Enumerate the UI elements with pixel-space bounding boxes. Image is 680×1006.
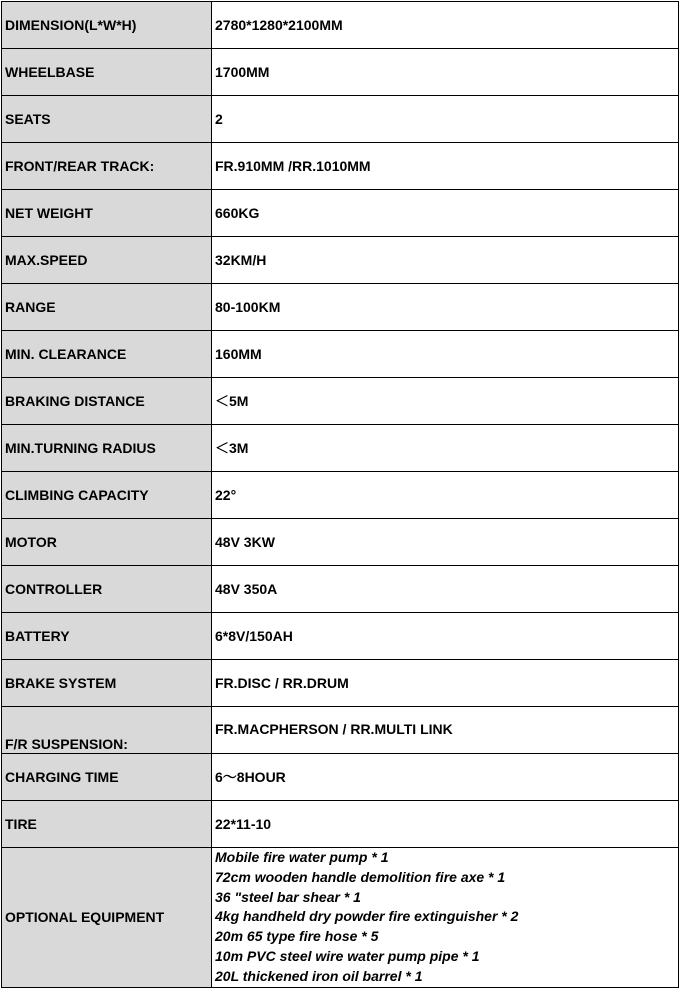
spec-value: 48V 350A [212, 566, 679, 613]
spec-row-clearance [2, 331, 679, 378]
optional-equipment-list [215, 848, 678, 987]
spec-value: 32KM/H [212, 237, 679, 284]
spec-value: FR.910MM /RR.1010MM [212, 143, 679, 190]
spec-value: 2780*1280*2100MM [212, 2, 679, 49]
spec-row-charging-time [2, 754, 679, 801]
optional-equipment-list-cell [212, 848, 679, 988]
list-item: 72cm wooden handle demolition fire axe * 1 [215, 868, 506, 885]
spec-row-max-speed [2, 237, 679, 284]
spec-label: F/R SUSPENSION: [2, 707, 212, 754]
spec-row-dimension [2, 2, 679, 49]
spec-value: 48V 3KW [212, 519, 679, 566]
spec-value: FR.MACPHERSON / RR.MULTI LINK [212, 707, 679, 754]
list-item: 4kg handheld dry powder fire extinguisher * 2 [215, 908, 519, 925]
spec-value: 22*11-10 [212, 801, 679, 848]
spec-value: 22° [212, 472, 679, 519]
spec-label: CONTROLLER [2, 566, 212, 613]
spec-value: 1700MM [212, 49, 679, 96]
spec-row-range [2, 284, 679, 331]
spec-label: TIRE [2, 801, 212, 848]
spec-label: BRAKE SYSTEM [2, 660, 212, 707]
list-item: 20L thickened iron oil barrel * 1 [215, 967, 423, 984]
spec-value: 6～8HOUR [212, 754, 679, 801]
spec-row-motor [2, 519, 679, 566]
spec-label: BRAKING DISTANCE [2, 378, 212, 425]
spec-row-suspension [2, 707, 679, 754]
spec-value: 660KG [212, 190, 679, 237]
spec-row-brake-system [2, 660, 679, 707]
list-item: 36 "steel bar shear * 1 [215, 888, 361, 905]
spec-value: 2 [212, 96, 679, 143]
spec-label: CHARGING TIME [2, 754, 212, 801]
spec-value: 160MM [212, 331, 679, 378]
spec-row-braking-distance [2, 378, 679, 425]
spec-label: BATTERY [2, 613, 212, 660]
spec-label: OPTIONAL EQUIPMENT [2, 848, 212, 988]
spec-value: 6*8V/150AH [212, 613, 679, 660]
spec-row-tire [2, 801, 679, 848]
spec-label: FRONT/REAR TRACK: [2, 143, 212, 190]
spec-label: RANGE [2, 284, 212, 331]
spec-label: MIN.TURNING RADIUS [2, 425, 212, 472]
spec-value: ＜5M [212, 378, 679, 425]
list-item: 10m PVC steel wire water pump pipe * 1 [215, 947, 480, 964]
spec-row-controller [2, 566, 679, 613]
spec-label: DIMENSION(L*W*H) [2, 2, 212, 49]
spec-label: WHEELBASE [2, 49, 212, 96]
spec-row-seats [2, 96, 679, 143]
spec-row-net-weight [2, 190, 679, 237]
spec-row-track [2, 143, 679, 190]
spec-row-climbing [2, 472, 679, 519]
spec-table [1, 1, 679, 988]
list-item: Mobile fire water pump * 1 [215, 849, 389, 865]
spec-row-optional-equipment [2, 848, 679, 988]
spec-label: MOTOR [2, 519, 212, 566]
spec-label: NET WEIGHT [2, 190, 212, 237]
spec-row-battery [2, 613, 679, 660]
spec-label: CLIMBING CAPACITY [2, 472, 212, 519]
spec-label: MAX.SPEED [2, 237, 212, 284]
spec-value: FR.DISC / RR.DRUM [212, 660, 679, 707]
spec-label: SEATS [2, 96, 212, 143]
spec-row-turning-radius [2, 425, 679, 472]
spec-label: MIN. CLEARANCE [2, 331, 212, 378]
spec-value: 80-100KM [212, 284, 679, 331]
spec-value: ＜3M [212, 425, 679, 472]
spec-row-wheelbase [2, 49, 679, 96]
list-item: 20m 65 type fire hose * 5 [215, 928, 379, 945]
